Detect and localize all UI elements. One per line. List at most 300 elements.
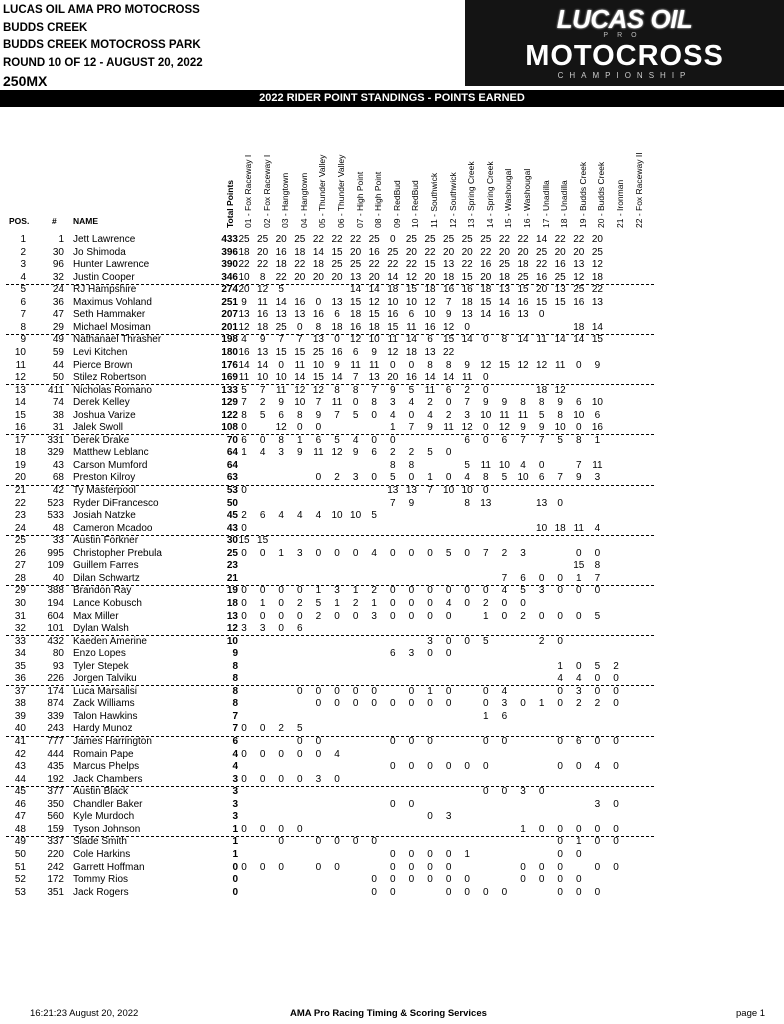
moto-points: 0 xyxy=(259,748,266,760)
rider-total-points: 3 xyxy=(232,773,238,785)
moto-points: 0 xyxy=(613,736,619,747)
table-row xyxy=(0,247,784,260)
moto-points: 25 xyxy=(554,271,566,283)
moto-points: 12 xyxy=(405,271,417,283)
footer-timestamp: 16:21:23 August 20, 2022 xyxy=(30,1008,139,1019)
moto-points: 0 xyxy=(278,359,284,371)
moto-points: 0 xyxy=(259,861,266,873)
moto-points: 7 xyxy=(427,485,433,496)
moto-points: 15 xyxy=(424,259,436,271)
rider-name: Preston Kilroy xyxy=(73,472,136,484)
moto-points: 20 xyxy=(368,271,380,283)
rider-number: 74 xyxy=(52,397,64,409)
moto-points: 13 xyxy=(387,485,399,496)
rider-name: Jo Shimoda xyxy=(73,246,126,258)
moto-points: 14 xyxy=(498,296,510,308)
rider-number: 243 xyxy=(47,723,64,735)
moto-points: 13 xyxy=(424,346,436,358)
moto-points: 4 xyxy=(241,334,247,346)
rider-total-points: 207 xyxy=(221,309,238,321)
moto-points: 10 xyxy=(350,510,362,522)
col-header-moto: 18 - Unadilla xyxy=(559,180,570,228)
col-header-number: # xyxy=(52,216,57,226)
table-row xyxy=(0,272,784,285)
moto-points: 14 xyxy=(368,284,380,296)
moto-points: 0 xyxy=(408,861,415,873)
moto-points: 3 xyxy=(520,547,526,559)
moto-points: 9 xyxy=(520,422,526,434)
moto-points: 0 xyxy=(427,736,433,747)
rider-number: 350 xyxy=(47,798,64,810)
moto-points: 9 xyxy=(390,384,396,396)
moto-points: 13 xyxy=(517,309,529,321)
moto-points: 5 xyxy=(445,547,452,559)
moto-points: 0 xyxy=(334,334,340,346)
table-row xyxy=(0,385,784,398)
col-header-moto: 06 - Thunder Valley xyxy=(336,154,346,228)
moto-points: 2 xyxy=(371,585,377,597)
moto-points: 1 xyxy=(538,698,545,710)
rider-total-points: 8 xyxy=(232,673,238,685)
moto-points: 9 xyxy=(241,296,247,308)
rider-position: 47 xyxy=(14,811,26,823)
rider-total-points: 176 xyxy=(221,359,238,371)
rider-total-points: 8 xyxy=(232,660,238,672)
rider-name: Derek Kelley xyxy=(73,397,130,409)
moto-points: 8 xyxy=(594,560,601,572)
moto-points: 0 xyxy=(352,698,359,710)
rider-total-points: 1 xyxy=(232,823,238,835)
moto-points: 0 xyxy=(241,723,247,735)
moto-points: 0 xyxy=(557,761,563,773)
moto-points: 22 xyxy=(238,259,250,271)
rider-number: 49 xyxy=(52,334,64,346)
moto-points: 10 xyxy=(275,372,287,384)
moto-points: 4 xyxy=(464,472,470,484)
moto-points: 11 xyxy=(517,409,529,421)
moto-points: 0 xyxy=(427,761,433,773)
moto-points: 0 xyxy=(483,886,489,898)
moto-points: 0 xyxy=(408,761,415,773)
table-row xyxy=(0,686,784,699)
moto-points: 11 xyxy=(424,384,436,396)
rider-number: 777 xyxy=(47,736,64,747)
moto-points: 7 xyxy=(315,397,322,409)
rider-position: 45 xyxy=(14,786,26,798)
moto-points: 18 xyxy=(387,284,399,296)
moto-points: 25 xyxy=(238,234,250,245)
moto-points: 12 xyxy=(591,259,603,271)
table-row xyxy=(0,774,784,787)
rider-total-points: 1 xyxy=(232,848,238,860)
moto-points: 15 xyxy=(257,535,269,547)
rider-total-points: 10 xyxy=(226,635,238,647)
moto-points: 2 xyxy=(315,610,322,622)
moto-points: 0 xyxy=(557,848,563,860)
moto-points: 0 xyxy=(594,673,601,685)
moto-points: 0 xyxy=(241,547,247,559)
moto-points: 0 xyxy=(259,434,266,446)
rider-total-points: 8 xyxy=(232,685,238,697)
moto-points: 0 xyxy=(334,836,340,848)
moto-points: 11 xyxy=(257,296,268,308)
moto-points: 14 xyxy=(480,309,492,321)
moto-points: 0 xyxy=(427,698,433,710)
moto-points: 2 xyxy=(613,660,619,672)
rider-number: 36 xyxy=(52,296,64,308)
rider-number: 29 xyxy=(52,321,64,333)
moto-points: 18 xyxy=(480,284,492,296)
moto-points: 12 xyxy=(275,422,287,434)
rider-position: 21 xyxy=(14,485,26,496)
moto-points: 12 xyxy=(424,296,436,308)
moto-points: 4 xyxy=(334,748,340,760)
rider-total-points: 45 xyxy=(226,510,238,522)
moto-points: 1 xyxy=(576,572,582,584)
moto-points: 2 xyxy=(352,597,359,609)
rider-position: 17 xyxy=(14,434,26,446)
moto-points: 12 xyxy=(257,284,269,296)
moto-points: 0 xyxy=(557,698,563,710)
col-header-pos: POS. xyxy=(9,216,30,226)
moto-points: 13 xyxy=(573,259,585,271)
moto-points: 9 xyxy=(297,447,303,459)
rider-position: 22 xyxy=(14,497,26,509)
rider-name: Ty Masterpool xyxy=(73,485,136,496)
moto-points: 12 xyxy=(498,422,510,434)
moto-points: 2 xyxy=(501,547,508,559)
col-header-name: NAME xyxy=(73,216,99,226)
moto-points: 6 xyxy=(390,648,396,660)
moto-points: 0 xyxy=(557,836,563,848)
moto-points: 16 xyxy=(424,321,436,333)
table-row xyxy=(0,887,784,900)
moto-points: 25 xyxy=(387,246,399,258)
moto-points: 0 xyxy=(445,610,452,622)
table-row xyxy=(0,623,784,636)
moto-points: 9 xyxy=(557,397,563,409)
table-row xyxy=(0,259,784,272)
moto-points: 0 xyxy=(297,748,303,760)
rider-number: 339 xyxy=(47,710,64,722)
moto-points: 11 xyxy=(554,359,566,371)
moto-points: 0 xyxy=(483,384,489,396)
moto-points: 10 xyxy=(238,271,250,283)
moto-points: 16 xyxy=(554,259,566,271)
rider-name: Matthew Leblanc xyxy=(73,447,149,459)
rider-position: 39 xyxy=(14,710,26,722)
moto-points: 16 xyxy=(257,309,269,321)
moto-points: 0 xyxy=(483,786,489,798)
moto-points: 4 xyxy=(501,585,508,597)
moto-points: 0 xyxy=(315,748,322,760)
moto-points: 9 xyxy=(371,346,377,358)
moto-points: 1 xyxy=(259,597,266,609)
moto-points: 4 xyxy=(315,510,322,522)
moto-points: 4 xyxy=(390,409,396,421)
moto-points: 0 xyxy=(538,861,545,873)
moto-points: 0 xyxy=(557,572,563,584)
moto-points: 0 xyxy=(464,585,470,597)
rider-position: 50 xyxy=(14,848,26,860)
col-header-moto: 09 - RedBud xyxy=(391,180,402,228)
moto-points: 15 xyxy=(238,535,250,547)
moto-points: 0 xyxy=(408,359,415,371)
rider-number: 1 xyxy=(58,234,64,245)
rider-total-points: 122 xyxy=(221,409,238,421)
moto-points: 11 xyxy=(350,359,361,371)
moto-points: 5 xyxy=(278,284,284,296)
moto-points: 0 xyxy=(352,610,359,622)
rider-total-points: 53 xyxy=(226,485,238,496)
table-row xyxy=(0,284,784,297)
rider-name: Michael Mosiman xyxy=(73,321,151,333)
rider-position: 8 xyxy=(20,321,26,333)
table-row xyxy=(0,234,784,247)
rider-name: Slade Smith xyxy=(73,836,127,848)
table-row xyxy=(0,460,784,473)
moto-points: 9 xyxy=(501,397,508,409)
moto-points: 1 xyxy=(390,422,396,434)
table-row xyxy=(0,711,784,724)
moto-points: 10 xyxy=(368,334,380,346)
moto-points: 5 xyxy=(557,434,563,446)
moto-points: 18 xyxy=(443,271,455,283)
table-row xyxy=(0,799,784,812)
moto-points: 0 xyxy=(538,459,545,471)
rider-total-points: 30 xyxy=(226,535,238,547)
moto-points: 22 xyxy=(405,259,417,271)
rider-name: Ryder DiFrancesco xyxy=(73,497,159,509)
moto-points: 0 xyxy=(408,610,415,622)
table-row xyxy=(0,824,784,837)
moto-points: 0 xyxy=(259,773,266,785)
round-info: ROUND 10 OF 12 - AUGUST 20, 2022 xyxy=(3,56,203,69)
table-row xyxy=(0,498,784,511)
moto-points: 0 xyxy=(613,823,619,835)
moto-points: 0 xyxy=(538,610,545,622)
moto-points: 2 xyxy=(390,447,396,459)
moto-points: 0 xyxy=(278,823,284,835)
moto-points: 15 xyxy=(591,334,603,346)
moto-points: 2 xyxy=(520,610,526,622)
moto-points: 10 xyxy=(257,372,269,384)
moto-points: 8 xyxy=(520,397,526,409)
moto-points: 22 xyxy=(257,259,269,271)
moto-points: 0 xyxy=(576,874,582,886)
rider-number: 377 xyxy=(47,786,64,798)
moto-points: 7 xyxy=(371,384,377,396)
moto-points: 6 xyxy=(427,334,433,346)
moto-points: 0 xyxy=(613,798,619,810)
rider-position: 9 xyxy=(20,334,26,346)
moto-points: 0 xyxy=(594,823,601,835)
moto-points: 7 xyxy=(390,497,396,509)
class-label: 250MX xyxy=(3,73,48,89)
col-header-moto: 13 - Spring Creek xyxy=(466,161,477,228)
rider-number: 40 xyxy=(52,572,64,584)
moto-points: 7 xyxy=(278,334,284,346)
col-header-moto: 21 - Ironman xyxy=(615,179,625,228)
moto-points: 14 xyxy=(443,372,455,384)
moto-points: 0 xyxy=(315,736,322,747)
rider-total-points: 169 xyxy=(221,372,238,384)
table-row xyxy=(0,648,784,661)
table-row xyxy=(0,862,784,875)
rider-number: 93 xyxy=(52,660,64,672)
table-row xyxy=(0,598,784,611)
moto-points: 4 xyxy=(408,397,415,409)
moto-points: 3 xyxy=(408,648,415,660)
rider-position: 51 xyxy=(14,861,26,873)
moto-points: 10 xyxy=(498,459,510,471)
rider-total-points: 390 xyxy=(221,259,238,271)
rider-number: 242 xyxy=(47,861,64,873)
moto-points: 8 xyxy=(241,409,247,421)
moto-points: 22 xyxy=(573,234,585,245)
logo-motocross: MOTOCROSS xyxy=(525,40,724,72)
col-header-moto: 14 - Spring Creek xyxy=(484,161,495,228)
moto-points: 11 xyxy=(573,522,584,534)
moto-points: 13 xyxy=(275,309,287,321)
moto-points: 7 xyxy=(576,459,582,471)
moto-points: 0 xyxy=(408,848,415,860)
moto-points: 0 xyxy=(371,472,377,484)
col-header-moto: 16 - Washougal xyxy=(522,168,532,228)
moto-points: 9 xyxy=(445,309,452,321)
moto-points: 2 xyxy=(445,409,452,421)
rider-position: 32 xyxy=(14,623,26,635)
moto-points: 22 xyxy=(480,246,492,258)
rider-name: Derek Drake xyxy=(73,434,130,446)
moto-points: 15 xyxy=(517,284,529,296)
rider-number: 44 xyxy=(52,359,64,371)
table-row xyxy=(0,723,784,736)
moto-points: 14 xyxy=(554,334,566,346)
rider-number: 192 xyxy=(47,773,64,785)
moto-points: 13 xyxy=(405,485,417,496)
moto-points: 0 xyxy=(297,321,303,333)
rider-position: 27 xyxy=(14,560,26,572)
rider-name: Nathanael Thrasher xyxy=(73,334,162,346)
moto-points: 8 xyxy=(483,472,489,484)
venue-name: BUDDS CREEK MOTOCROSS PARK xyxy=(3,39,201,51)
moto-points: 11 xyxy=(461,372,473,384)
moto-points: 8 xyxy=(408,459,415,471)
moto-points: 8 xyxy=(352,384,359,396)
rider-total-points: 8 xyxy=(232,698,238,710)
moto-points: 0 xyxy=(445,874,452,886)
rider-position: 38 xyxy=(14,698,26,710)
rider-number: 24 xyxy=(52,284,64,296)
moto-points: 10 xyxy=(517,472,529,484)
rider-position: 6 xyxy=(20,296,26,308)
table-row xyxy=(0,811,784,824)
rider-position: 14 xyxy=(14,397,26,409)
moto-points: 16 xyxy=(368,246,380,258)
moto-points: 22 xyxy=(461,259,473,271)
table-row xyxy=(0,585,784,598)
moto-points: 6 xyxy=(334,309,340,321)
moto-points: 3 xyxy=(427,635,433,647)
moto-points: 8 xyxy=(390,459,396,471)
rider-number: 31 xyxy=(52,422,64,434)
moto-points: 0 xyxy=(278,623,284,635)
moto-points: 4 xyxy=(557,673,563,685)
moto-points: 0 xyxy=(445,472,452,484)
rider-position: 43 xyxy=(14,761,26,773)
moto-points: 1 xyxy=(483,710,489,722)
moto-points: 18 xyxy=(350,309,362,321)
moto-points: 0 xyxy=(576,585,582,597)
rider-number: 42 xyxy=(52,485,64,496)
moto-points: 16 xyxy=(591,422,603,434)
moto-points: 8 xyxy=(278,434,284,446)
moto-points: 0 xyxy=(371,409,377,421)
table-row xyxy=(0,761,784,774)
rider-position: 40 xyxy=(14,723,26,735)
col-header-moto: 19 - Budds Creek xyxy=(577,161,588,228)
rider-position: 5 xyxy=(20,284,26,296)
rider-position: 11 xyxy=(15,359,26,371)
rider-total-points: 201 xyxy=(221,321,238,333)
moto-points: 1 xyxy=(576,836,582,848)
moto-points: 12 xyxy=(387,346,399,358)
moto-points: 0 xyxy=(464,321,470,333)
moto-points: 8 xyxy=(501,334,508,346)
moto-points: 11 xyxy=(313,447,324,459)
moto-points: 0 xyxy=(408,472,415,484)
moto-points: 13 xyxy=(554,284,566,296)
rider-number: 59 xyxy=(52,346,64,358)
moto-points: 11 xyxy=(275,384,287,396)
moto-points: 18 xyxy=(368,321,380,333)
moto-points: 12 xyxy=(312,384,324,396)
moto-points: 0 xyxy=(483,434,489,446)
logo-pro: PRO xyxy=(603,32,646,39)
moto-points: 4 xyxy=(371,547,377,559)
moto-points: 2 xyxy=(538,635,545,647)
moto-points: 18 xyxy=(405,346,417,358)
moto-points: 5 xyxy=(520,585,526,597)
moto-points: 0 xyxy=(483,698,489,710)
moto-points: 9 xyxy=(538,422,545,434)
moto-points: 0 xyxy=(445,447,452,459)
moto-points: 10 xyxy=(331,510,343,522)
moto-points: 5 xyxy=(464,459,470,471)
event-name: BUDDS CREEK xyxy=(3,21,88,34)
moto-points: 0 xyxy=(259,723,266,735)
moto-points: 15 xyxy=(312,372,324,384)
rider-name: Joshua Varize xyxy=(73,409,136,421)
moto-points: 0 xyxy=(576,359,582,371)
moto-points: 11 xyxy=(536,334,547,346)
moto-points: 6 xyxy=(352,346,359,358)
moto-points: 0 xyxy=(427,861,433,873)
moto-points: 0 xyxy=(557,585,563,597)
moto-points: 16 xyxy=(461,284,473,296)
rider-name: Seth Hammaker xyxy=(73,309,146,321)
moto-points: 25 xyxy=(312,346,324,358)
moto-points: 6 xyxy=(278,409,284,421)
moto-points: 0 xyxy=(297,610,303,622)
moto-points: 0 xyxy=(334,547,340,559)
moto-points: 1 xyxy=(427,472,433,484)
moto-points: 7 xyxy=(557,472,563,484)
moto-points: 0 xyxy=(408,736,415,747)
moto-points: 10 xyxy=(405,296,417,308)
moto-points: 0 xyxy=(371,434,377,446)
